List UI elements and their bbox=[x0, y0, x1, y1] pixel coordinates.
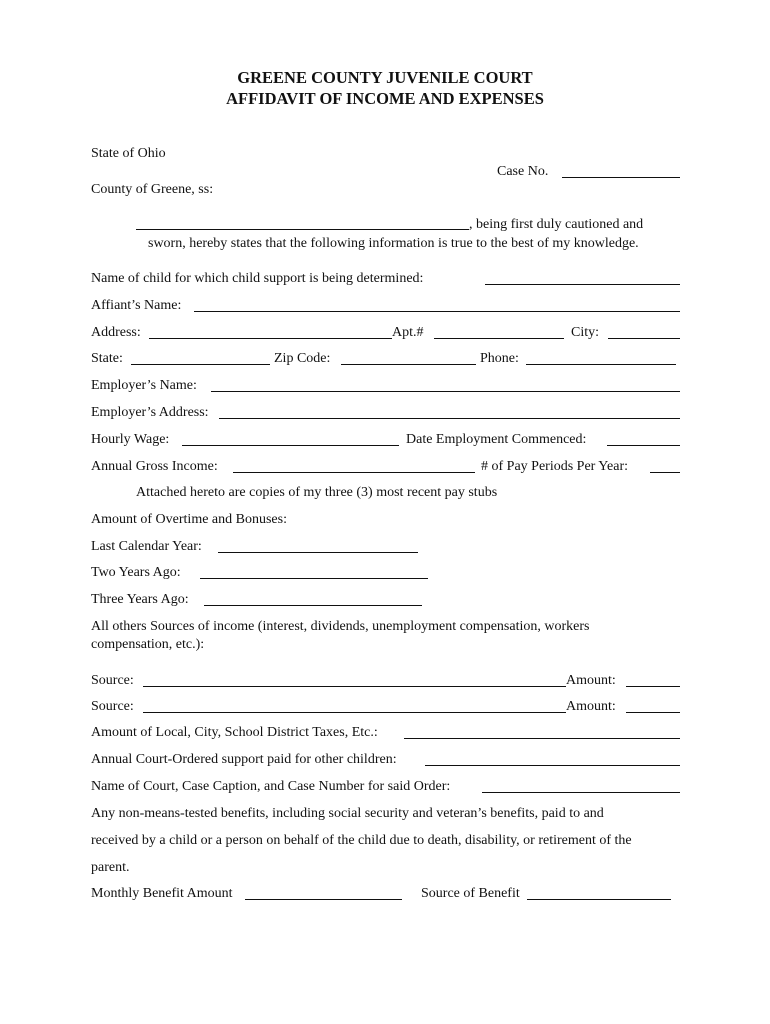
phone-field[interactable] bbox=[526, 364, 676, 365]
three-years-field[interactable] bbox=[204, 605, 422, 606]
address-field[interactable] bbox=[149, 338, 392, 339]
date-employment-field[interactable] bbox=[607, 445, 680, 446]
source-of-benefit-field[interactable] bbox=[527, 899, 671, 900]
last-year-label: Last Calendar Year: bbox=[91, 539, 202, 554]
date-employment-label: Date Employment Commenced: bbox=[406, 432, 587, 447]
court-support-label: Annual Court-Ordered support paid for other children: bbox=[91, 752, 397, 767]
employer-address-label: Employer’s Address: bbox=[91, 405, 209, 420]
source-field-2[interactable] bbox=[143, 712, 566, 713]
employer-name-field[interactable] bbox=[211, 391, 680, 392]
employer-address-field[interactable] bbox=[219, 418, 680, 419]
affiant-oath-field[interactable] bbox=[136, 229, 469, 230]
monthly-benefit-label: Monthly Benefit Amount bbox=[91, 886, 233, 901]
zip-field[interactable] bbox=[341, 364, 476, 365]
other-sources-line-1: All others Sources of income (interest, dividends, unemployment compensation, workers bbox=[91, 619, 590, 634]
apt-field[interactable] bbox=[434, 338, 564, 339]
court-support-field[interactable] bbox=[425, 765, 680, 766]
case-no-field[interactable] bbox=[562, 177, 680, 178]
source-of-benefit-label: Source of Benefit bbox=[421, 886, 520, 901]
oath-line-1: , being first duly cautioned and bbox=[469, 217, 644, 232]
form-subtitle: AFFIDAVIT OF INCOME AND EXPENSES bbox=[226, 89, 544, 108]
county-label: County of Greene, ss: bbox=[91, 182, 214, 197]
phone-label: Phone: bbox=[480, 351, 519, 366]
employer-name-label: Employer’s Name: bbox=[91, 378, 197, 393]
taxes-field[interactable] bbox=[404, 738, 680, 739]
state-field[interactable] bbox=[131, 364, 270, 365]
amount-field-1[interactable] bbox=[626, 686, 680, 687]
city-field[interactable] bbox=[608, 338, 680, 339]
form-title: GREENE COUNTY JUVENILE COURT bbox=[237, 68, 533, 87]
pay-periods-field[interactable] bbox=[650, 472, 680, 473]
address-label: Address: bbox=[91, 325, 141, 340]
benefits-line-3: parent. bbox=[91, 860, 130, 875]
two-years-label: Two Years Ago: bbox=[91, 565, 181, 580]
monthly-benefit-field[interactable] bbox=[245, 899, 402, 900]
state-field-label: State: bbox=[91, 351, 123, 366]
zip-label: Zip Code: bbox=[274, 351, 331, 366]
case-no-label: Case No. bbox=[497, 164, 549, 179]
amount-label-2: Amount: bbox=[566, 699, 616, 714]
three-years-label: Three Years Ago: bbox=[91, 592, 189, 607]
child-name-label: Name of child for which child support is being determined: bbox=[91, 271, 424, 286]
hourly-wage-label: Hourly Wage: bbox=[91, 432, 170, 447]
amount-field-2[interactable] bbox=[626, 712, 680, 713]
last-year-field[interactable] bbox=[218, 552, 418, 553]
affiant-name-field[interactable] bbox=[194, 311, 680, 312]
pay-stubs-note: Attached hereto are copies of my three (3) most recent pay stubs bbox=[136, 485, 498, 500]
child-name-field[interactable] bbox=[485, 284, 680, 285]
annual-gross-field[interactable] bbox=[233, 472, 475, 473]
annual-gross-label: Annual Gross Income: bbox=[91, 459, 218, 474]
hourly-wage-field[interactable] bbox=[182, 445, 399, 446]
amount-label-1: Amount: bbox=[566, 673, 616, 688]
apt-label: Apt.# bbox=[392, 325, 424, 340]
taxes-label: Amount of Local, City, School District Taxes, Etc.: bbox=[91, 725, 378, 740]
state-label: State of Ohio bbox=[91, 146, 166, 161]
pay-periods-label: # of Pay Periods Per Year: bbox=[481, 459, 628, 474]
court-case-label: Name of Court, Case Caption, and Case Number for said Order: bbox=[91, 779, 451, 794]
other-sources-line-2: compensation, etc.): bbox=[91, 637, 205, 652]
overtime-label: Amount of Overtime and Bonuses: bbox=[91, 512, 287, 527]
benefits-line-1: Any non-means-tested benefits, including social security and veteran’s benefits, paid to and bbox=[91, 806, 604, 821]
source-field-1[interactable] bbox=[143, 686, 566, 687]
benefits-line-2: received by a child or a person on behalf of the child due to death, disability, or retirement of the bbox=[91, 833, 632, 848]
source-label-2: Source: bbox=[91, 699, 134, 714]
oath-line-2: sworn, hereby states that the following information is true to the best of my knowledge. bbox=[148, 236, 639, 251]
court-case-field[interactable] bbox=[482, 792, 680, 793]
two-years-field[interactable] bbox=[200, 578, 428, 579]
affiant-name-label: Affiant’s Name: bbox=[91, 298, 182, 313]
city-label: City: bbox=[571, 325, 600, 340]
source-label-1: Source: bbox=[91, 673, 134, 688]
